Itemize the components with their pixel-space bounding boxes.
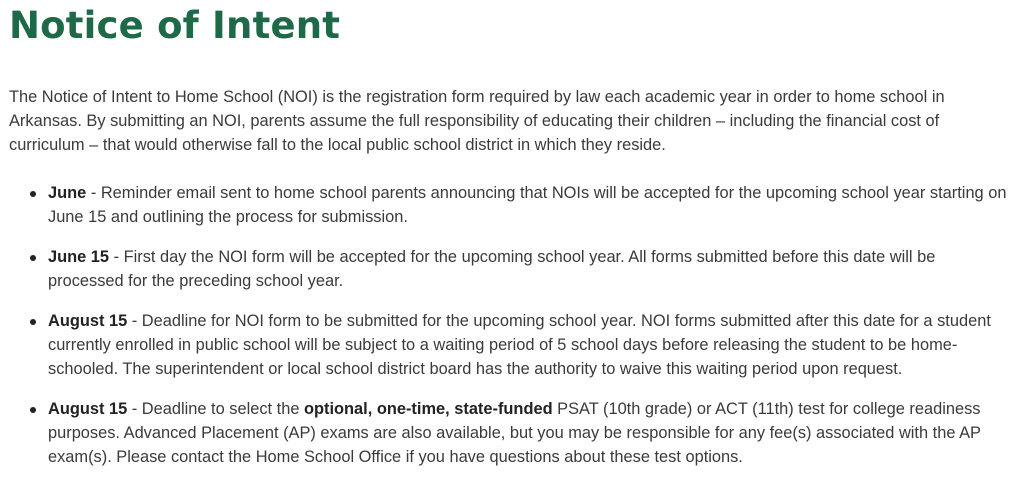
item-text-after: PSAT (10th grade) or ACT (11th) test for college readiness purposes. Advanced Placement (AP) exams are also available, but you may be responsible for any fee(s) associated with the AP exam(s). Please contact the Home School Office if you have questions about these test options.: [48, 400, 981, 466]
list-item: [48, 181, 1013, 229]
list-item: [48, 309, 1013, 381]
item-text: - Deadline for NOI form to be submitted for the upcoming school year. NOI forms submitted after this date for a student currently enrolled in public school will be subject to a waiting period of 5 school days before releasing the student to be home-schooled. The superintendent or local school district board has the authority to waive this waiting period upon request.: [48, 312, 991, 378]
timeline-list: [9, 181, 1013, 469]
item-date: June 15: [48, 248, 110, 266]
intro-paragraph: The Notice of Intent to Home School (NOI) is the registration form required by law each academic year in order to home school in Arkansas. By submitting an NOI, parents assume the full responsibility of educating their children – including the financial cost of curriculum – that would otherwise fall to the local public school district in which they reside.: [9, 88, 945, 154]
item-date: August 15: [48, 312, 128, 330]
bullet-icon: [30, 255, 36, 261]
item-date: August 15: [48, 400, 128, 418]
item-emphasis: optional, one-time, state-funded: [304, 400, 553, 418]
bullet-icon: [30, 407, 36, 413]
item-text-before: - Deadline to select the: [127, 400, 304, 418]
bullet-icon: [30, 191, 36, 197]
item-date: June: [48, 184, 87, 202]
item-text: - Reminder email sent to home school parents announcing that NOIs will be accepted for the upcoming school year starting on June 15 and outlining the process for submission.: [48, 184, 1007, 226]
page-title: Notice of Intent: [9, 4, 341, 47]
list-item: [48, 397, 1013, 469]
item-text: - First day the NOI form will be accepted for the upcoming school year. All forms submitted before this date will be processed for the preceding school year.: [48, 248, 936, 290]
bullet-icon: [30, 319, 36, 325]
list-item: [48, 245, 1013, 293]
